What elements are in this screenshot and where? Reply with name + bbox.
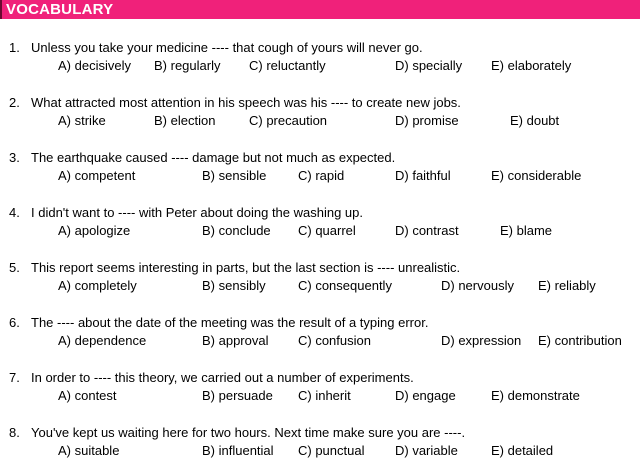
question-5 <box>0 260 640 300</box>
option-d[interactable]: D) faithful <box>395 168 451 183</box>
page-title: VOCABULARY <box>6 1 114 18</box>
question-stem <box>9 315 428 331</box>
option-c[interactable]: C) quarrel <box>298 223 356 238</box>
question-stem <box>9 205 363 221</box>
option-a[interactable]: A) completely <box>58 278 137 293</box>
question-number: 1. <box>9 40 20 55</box>
question-number: 5. <box>9 260 20 275</box>
question-text: This report seems interesting in parts, but the last section is ---- unrealistic. <box>31 260 461 275</box>
question-3 <box>0 150 640 190</box>
option-a[interactable]: A) strike <box>58 113 106 128</box>
question-text: What attracted most attention in his speech was his ---- to create new jobs. <box>31 95 461 110</box>
question-4 <box>0 205 640 245</box>
option-b[interactable]: B) election <box>154 113 216 128</box>
option-b[interactable]: B) influential <box>202 443 274 458</box>
option-e[interactable]: E) reliably <box>538 278 596 293</box>
question-stem <box>9 370 414 386</box>
question-number: 6. <box>9 315 20 330</box>
option-a[interactable]: A) competent <box>58 168 136 183</box>
option-c[interactable]: C) punctual <box>298 443 365 458</box>
option-a[interactable]: A) contest <box>58 388 117 403</box>
header-banner <box>0 0 640 19</box>
option-d[interactable]: D) nervously <box>441 278 514 293</box>
question-6 <box>0 315 640 355</box>
question-text: The ---- about the date of the meeting was the result of a typing error. <box>31 315 429 330</box>
option-b[interactable]: B) sensible <box>202 168 267 183</box>
option-e[interactable]: E) contribution <box>538 333 622 348</box>
question-text: You've kept us waiting here for two hours. Next time make sure you are ----. <box>31 425 466 440</box>
option-b[interactable]: B) regularly <box>154 58 221 73</box>
option-a[interactable]: A) suitable <box>58 443 120 458</box>
option-c[interactable]: C) consequently <box>298 278 392 293</box>
option-c[interactable]: C) inherit <box>298 388 351 403</box>
option-e[interactable]: E) considerable <box>491 168 582 183</box>
question-stem <box>9 260 460 276</box>
option-b[interactable]: B) conclude <box>202 223 271 238</box>
question-2 <box>0 95 640 135</box>
option-d[interactable]: D) contrast <box>395 223 459 238</box>
option-e[interactable]: E) doubt <box>510 113 560 128</box>
question-text: Unless you take your medicine ---- that cough of yours will never go. <box>31 40 423 55</box>
option-d[interactable]: D) specially <box>395 58 463 73</box>
option-c[interactable]: C) rapid <box>298 168 345 183</box>
option-d[interactable]: D) variable <box>395 443 458 458</box>
question-stem <box>9 425 465 441</box>
option-c[interactable]: C) reluctantly <box>249 58 326 73</box>
option-a[interactable]: A) decisively <box>58 58 131 73</box>
question-stem <box>9 95 461 111</box>
question-text: In order to ---- this theory, we carried out a number of experiments. <box>31 370 414 385</box>
option-b[interactable]: B) persuade <box>202 388 273 403</box>
option-e[interactable]: E) elaborately <box>491 58 572 73</box>
question-1 <box>0 40 640 80</box>
question-text: The earthquake caused ---- damage but not much as expected. <box>31 150 396 165</box>
question-number: 3. <box>9 150 20 165</box>
option-b[interactable]: B) sensibly <box>202 278 266 293</box>
question-8 <box>0 425 640 465</box>
option-d[interactable]: D) promise <box>395 113 459 128</box>
option-a[interactable]: A) apologize <box>58 223 131 238</box>
option-a[interactable]: A) dependence <box>58 333 147 348</box>
option-c[interactable]: C) confusion <box>298 333 371 348</box>
option-d[interactable]: D) expression <box>441 333 522 348</box>
option-d[interactable]: D) engage <box>395 388 456 403</box>
question-stem <box>9 150 395 166</box>
option-c[interactable]: C) precaution <box>249 113 328 128</box>
option-e[interactable]: E) demonstrate <box>491 388 580 403</box>
question-stem <box>9 40 423 56</box>
option-e[interactable]: E) blame <box>500 223 553 238</box>
question-number: 4. <box>9 205 20 220</box>
question-number: 8. <box>9 425 20 440</box>
question-text: I didn't want to ---- with Peter about doing the washing up. <box>31 205 364 220</box>
header-accent-bar <box>0 0 2 19</box>
option-e[interactable]: E) detailed <box>491 443 554 458</box>
question-number: 7. <box>9 370 20 385</box>
option-b[interactable]: B) approval <box>202 333 269 348</box>
question-number: 2. <box>9 95 20 110</box>
question-7 <box>0 370 640 410</box>
